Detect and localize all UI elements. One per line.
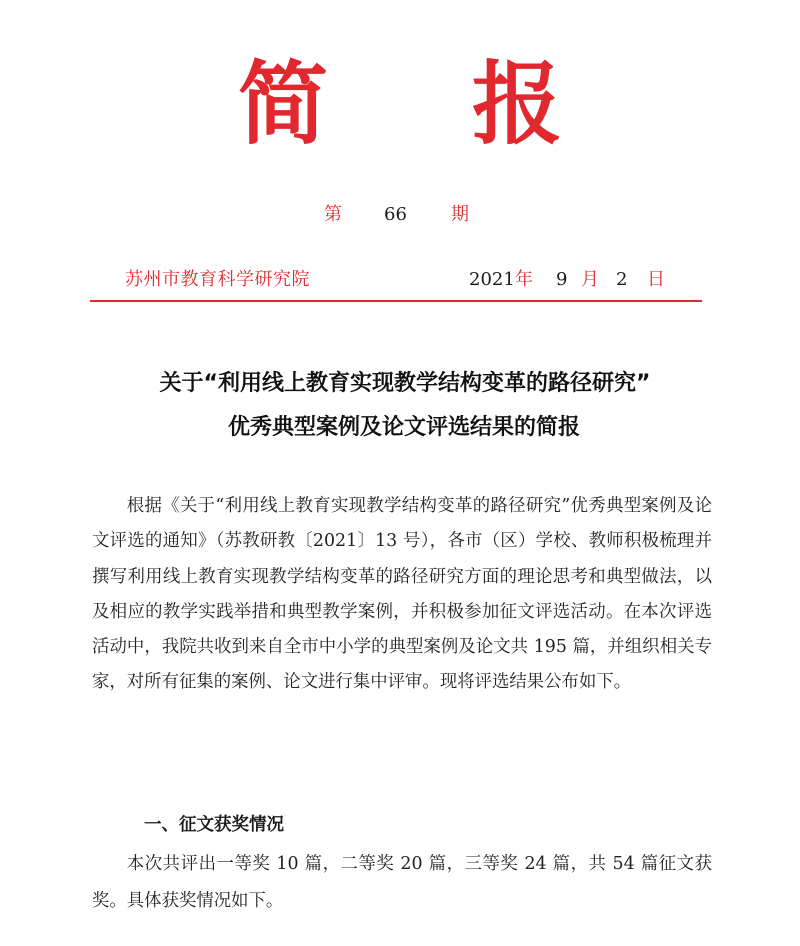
issue-number-line	[0, 200, 800, 230]
date-month: 9	[556, 269, 568, 290]
document-title-line2: 优秀典型案例及论文评选结果的简报	[227, 415, 580, 440]
organization-name: 苏州市教育科学研究院	[125, 269, 310, 290]
document-title-line1: 关于“利用线上教育实现教学结构变革的路径研究”	[159, 371, 651, 396]
issue-date	[469, 266, 689, 294]
issue-number: 66	[384, 204, 407, 225]
date-day: 2	[616, 269, 628, 290]
section-heading: 一、征文获奖情况	[144, 815, 284, 835]
body-paragraph-container	[92, 489, 712, 701]
masthead-char-left: 简	[238, 52, 328, 157]
award-paragraph: 本次共评出一等奖 10 篇，二等奖 20 篇，三等奖 24 篇，共 54 篇征文获奖。具体获奖情况如下。	[92, 854, 712, 911]
body-paragraph: 根据《关于“利用线上教育实现教学结构变革的路径研究”优秀典型案例及论文评选的通知》（苏教研教〔2021〕13 号），各市（区）学校、教师积极梳理并撰写利用线上教育实现教学结构变革的路径研究方面的理论思考和典型做法，以及相应的教学实践举措和典型教学案例，并积极参加征文评选活动。在本次评选活动中，我院共收到来自全市中小学的典型案例及论文共 195 篇，并组织相关专家，对所有征集的案例、论文进行集中评审。现将评选结果公布如下。	[92, 496, 712, 693]
date-year-unit: 年	[515, 269, 533, 290]
award-paragraph-container	[92, 846, 712, 920]
red-divider-line	[90, 300, 702, 302]
issue-prefix: 第	[324, 204, 342, 225]
masthead	[0, 52, 800, 157]
date-day-unit: 日	[647, 269, 665, 290]
masthead-char-right: 报	[472, 52, 562, 157]
date-year: 2021	[469, 269, 515, 290]
header-line	[0, 266, 800, 294]
issue-suffix: 期	[451, 204, 469, 225]
date-month-unit: 月	[581, 269, 599, 290]
